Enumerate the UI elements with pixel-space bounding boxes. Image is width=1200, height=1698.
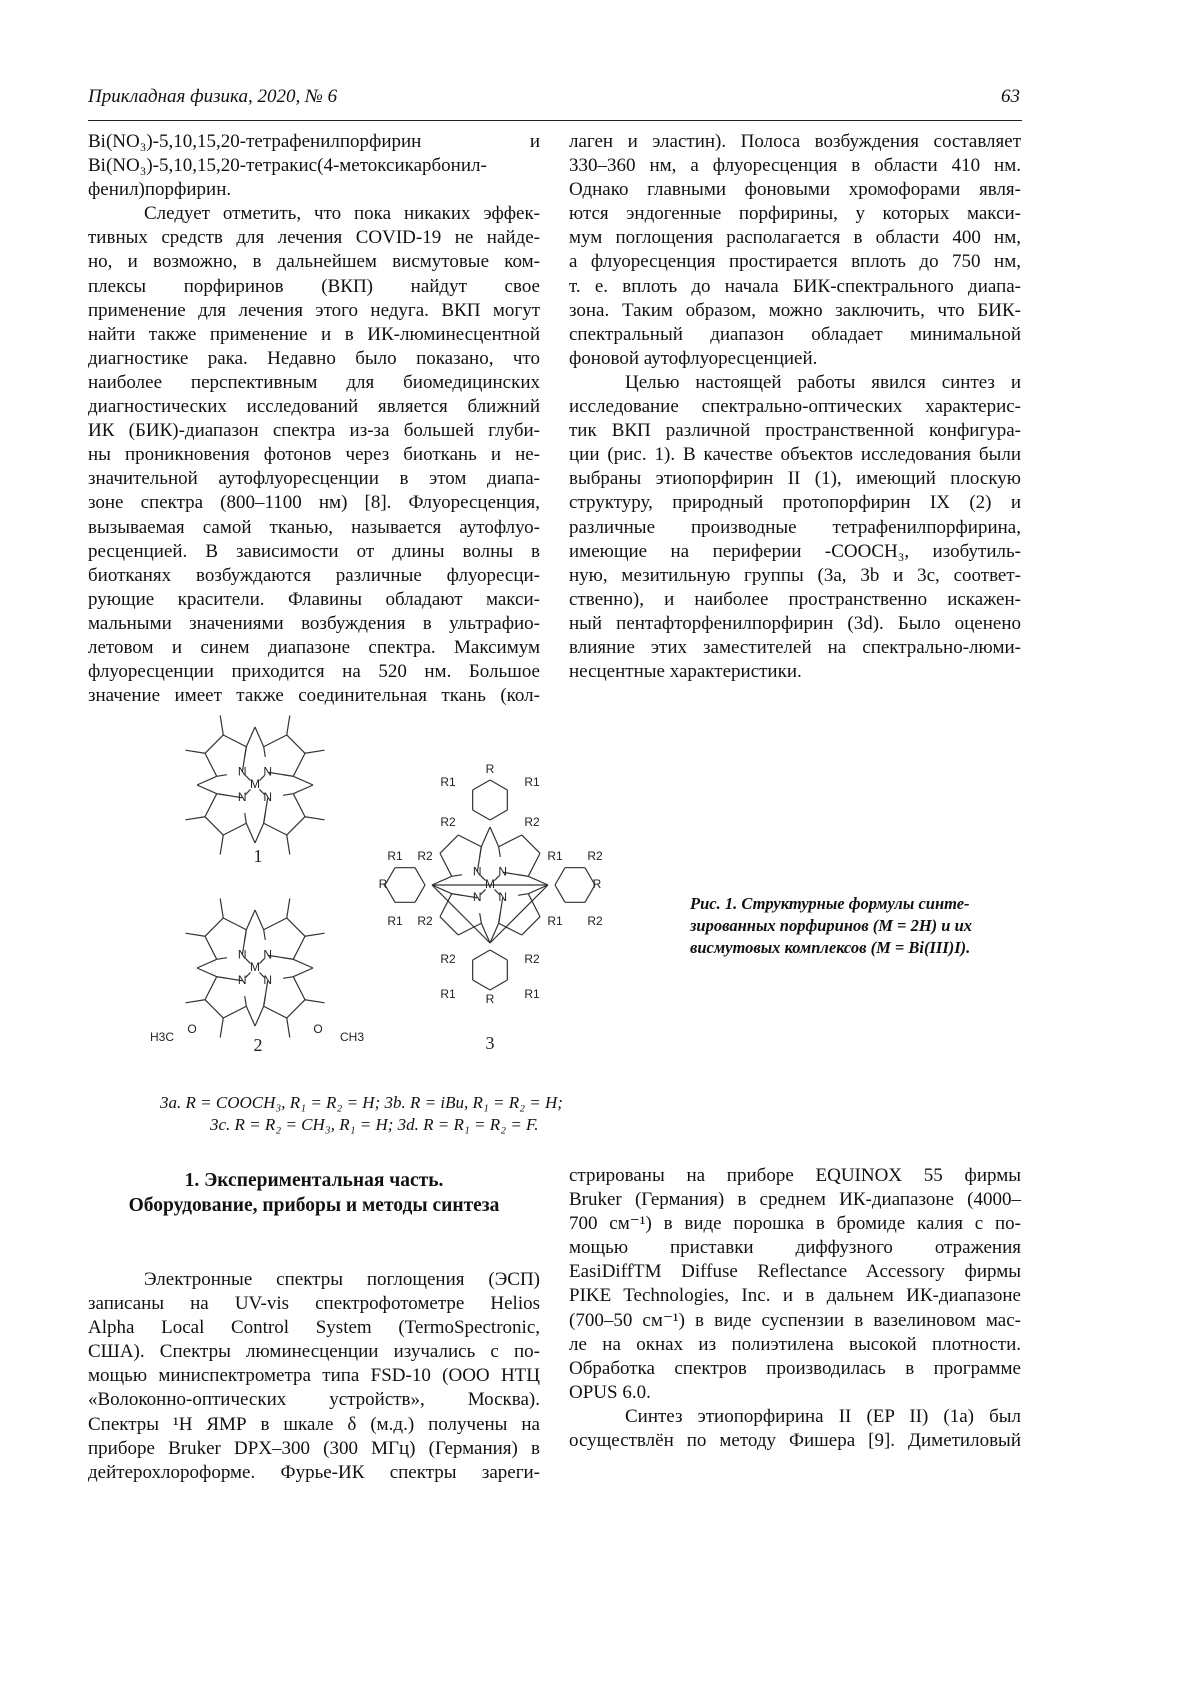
pyrrole-bond <box>205 1000 223 1018</box>
text-line: записаны на UV-vis спектрофотометре Helios <box>88 1292 540 1316</box>
pyrrole-bond <box>528 853 540 876</box>
meso-bond <box>490 827 499 847</box>
text-line: зоне спектра (800–1100 нм) [8]. Флуоресценция, <box>88 491 540 515</box>
meso-bond <box>528 885 548 894</box>
substituent-bond <box>287 898 290 918</box>
substituent-bond <box>220 715 223 735</box>
methyl-label: H3C <box>150 1030 174 1044</box>
substituent-bond <box>220 835 223 855</box>
pyrrole-bond <box>287 918 305 936</box>
pyrrole-bond <box>223 1006 246 1018</box>
pyrrole-bond <box>293 794 305 817</box>
r-label: R <box>486 992 495 1006</box>
r-sub-label: R1 <box>387 914 403 928</box>
text-line: плексы порфиринов (ВКП) найдут свое <box>88 275 540 299</box>
substituent-bond <box>287 835 290 855</box>
pyrrole-bond <box>264 930 266 940</box>
text-line: вызываемая самой тканью, называется аутофлуо- <box>88 516 540 540</box>
bottom-right-text <box>569 1164 1021 1453</box>
text-line: структуру, природный протопорфирин IX (2) и <box>569 491 1021 515</box>
r-sub-label: R1 <box>547 914 563 928</box>
nitrogen-label: N <box>498 890 507 904</box>
phenyl-bond <box>473 950 490 960</box>
nitrogen-label: N <box>238 790 247 804</box>
phenyl-bond <box>473 810 490 820</box>
pyrrole-bond <box>264 813 266 823</box>
nitrogen-label: N <box>263 947 272 961</box>
r-sub-label: R1 <box>440 775 456 789</box>
meso-bond <box>490 923 499 943</box>
substituent-bond <box>185 817 205 820</box>
text-line: PIKE Technologies, Inc. и в дальнем ИК-диапазоне <box>569 1284 1021 1308</box>
pyrrole-bond <box>264 918 287 930</box>
pyrrole-bond <box>440 917 458 935</box>
pyrrole-bond <box>205 735 223 753</box>
text-line: Целью настоящей работы явился синтез и <box>569 371 1021 395</box>
oxygen-label: O <box>187 1022 196 1036</box>
meso-bond <box>432 885 452 894</box>
text-line: а флуоресценция простирается вплоть до 750 нм, <box>569 250 1021 274</box>
r-label: R <box>379 877 388 891</box>
text-line: дейтерохлороформе. Фурье-ИК спектры зареги- <box>88 1461 540 1485</box>
meso-bond <box>432 876 452 885</box>
pyrrole-bond <box>264 823 287 835</box>
text-line: значение имеет также соединительная ткань (кол- <box>88 684 540 708</box>
pyrrole-bond <box>283 775 293 777</box>
meso-bond <box>197 968 217 977</box>
text-line: рующие красители. Флавины обладают макси- <box>88 588 540 612</box>
text-line: несцентные характеристики. <box>569 660 1021 684</box>
r-sub-label: R1 <box>524 987 540 1001</box>
meso-bond <box>246 910 255 930</box>
phenyl-bond <box>473 980 490 990</box>
pyrrole-bond <box>287 735 305 753</box>
journal-page <box>0 0 1200 1698</box>
phenyl-bond <box>555 868 565 885</box>
metal-label: M <box>250 777 260 791</box>
text-line: ную, мезитильную группы (3a, 3b и 3c, соответ- <box>569 564 1021 588</box>
pyrrole-bond <box>458 923 481 935</box>
text-line: стрированы на приборе EQUINOX 55 фирмы <box>569 1164 1021 1188</box>
pyrrole-bond <box>522 917 540 935</box>
section-heading <box>88 1168 540 1218</box>
metal-label: M <box>250 960 260 974</box>
text-line: различные производные тетрафенилпорфирина, <box>569 516 1021 540</box>
pyrrole-bond <box>499 913 501 923</box>
pyrrole-bond <box>499 923 522 935</box>
nitrogen-label: N <box>473 864 482 878</box>
meso-bond <box>481 827 490 847</box>
meso-bond <box>255 910 264 930</box>
meso-bond <box>197 959 217 968</box>
pyrrole-bond <box>283 794 293 796</box>
pyrrole-bond <box>283 958 293 960</box>
meso-bond <box>246 1006 255 1026</box>
text-line: исследование спектрально-оптических характерис- <box>569 395 1021 419</box>
substituent-bond <box>220 898 223 918</box>
pyrrole-bond <box>518 894 528 896</box>
text-line: США). Спектры люминесценции изучались с по- <box>88 1340 540 1364</box>
phenyl-bond <box>490 980 507 990</box>
text-line: тик ВКП различной пространственной конфигура- <box>569 419 1021 443</box>
pyrrole-bond <box>205 936 217 959</box>
pyrrole-bond <box>287 1000 305 1018</box>
phenyl-bond <box>415 885 425 902</box>
text-line: осуществлён по методу Фишера [9]. Диметиловый <box>569 1429 1021 1453</box>
text-line: флуоресценции приходится на 520 нм. Большое <box>88 660 540 684</box>
running-header-journal: Прикладная физика, 2020, № 6 <box>88 86 337 108</box>
text-line: «Волоконно-оптических устройств», Москва). <box>88 1388 540 1412</box>
pyrrole-bond <box>205 977 217 1000</box>
substituent-bond <box>305 933 325 936</box>
metal-label: M <box>485 877 495 891</box>
figure-caption: Рис. 1. Структурные формулы синте-зированных порфиринов (M = 2H) и их висмутовых комплексов (M = Bi(III)I). <box>690 893 1030 959</box>
r-sub-label: R2 <box>524 815 540 829</box>
r-sub-label: R2 <box>587 849 603 863</box>
pyrrole-bond <box>217 977 227 979</box>
r-sub-label: R2 <box>440 952 456 966</box>
substituent-bond <box>185 933 205 936</box>
text-line: ле на окнах из полиэтилена высокой плотности. <box>569 1333 1021 1357</box>
meso-bond <box>197 785 217 794</box>
pyrrole-bond <box>499 847 501 857</box>
substituent-bond <box>305 817 325 820</box>
pyrrole-bond <box>205 794 217 817</box>
text-line: фенил)порфирин. <box>88 178 540 202</box>
pyrrole-bond <box>458 835 481 847</box>
methyl-label: CH3 <box>340 1030 364 1044</box>
meso-bond <box>246 727 255 747</box>
text-line: фоновой аутофлуоресценцией. <box>569 347 1021 371</box>
meso-bond <box>255 823 264 843</box>
pyrrole-bond <box>293 977 305 1000</box>
meso-bond <box>293 968 313 977</box>
phenyl-bond <box>490 810 507 820</box>
text-line: наиболее перспективным для биомедицинских <box>88 371 540 395</box>
phenyl-bond <box>490 950 507 960</box>
pyrrole-bond <box>223 823 246 835</box>
pyrrole-bond <box>452 875 462 877</box>
text-line: значительной аутофлуоресценции в этом диапа- <box>88 467 540 491</box>
meso-bond <box>246 823 255 843</box>
pyrrole-bond <box>205 817 223 835</box>
r-sub-label: R2 <box>440 815 456 829</box>
pyrrole-bond <box>293 753 305 776</box>
pyrrole-bond <box>264 735 287 747</box>
text-line: ции (рис. 1). В качестве объектов исследования были <box>569 443 1021 467</box>
meso-bond <box>293 776 313 785</box>
text-line: применение для лечения этого недуга. ВКП могут <box>88 299 540 323</box>
text-line: Электронные спектры поглощения (ЭСП) <box>88 1268 540 1292</box>
meso-bond <box>481 923 490 943</box>
section-title-line: Оборудование, приборы и методы синтеза <box>88 1193 540 1218</box>
text-line: Alpha Local Control System (TermoSpectronic, <box>88 1316 540 1340</box>
r-sub-label: R1 <box>524 775 540 789</box>
text-line: т. е. вплоть до начала БИК-спектрального диапа- <box>569 275 1021 299</box>
meso-bond <box>255 1006 264 1026</box>
nitrogen-label: N <box>263 790 272 804</box>
pyrrole-bond <box>440 894 452 917</box>
r-sub-label: R1 <box>387 849 403 863</box>
text-line: Спектры ¹H ЯМР в шкале δ (м.д.) получены на <box>88 1413 540 1437</box>
substituent-line: 3a. R = COOCH₃, R₁ = R₂ = H; 3b. R = iBu, R₁ = R₂ = H; <box>160 1092 680 1114</box>
text-line: ный пентафторфенилпорфирин (3d). Было оценено <box>569 612 1021 636</box>
nitrogen-label: N <box>498 864 507 878</box>
pyrrole-bond <box>480 847 482 857</box>
text-line: мум поглощения располагается в области 400 нм, <box>569 226 1021 250</box>
pyrrole-bond <box>205 918 223 936</box>
pyrrole-bond <box>283 977 293 979</box>
pyrrole-bond <box>217 958 227 960</box>
pyrrole-bond <box>217 794 227 796</box>
text-line: Bruker (Германия) в среднем ИК-диапазоне (4000– <box>569 1188 1021 1212</box>
text-line: зона. Таким образом, можно заключить, что БИК- <box>569 299 1021 323</box>
text-line: имеющие на периферии -COOCH₃, изобутиль- <box>569 540 1021 564</box>
text-line: но, и возможно, в дальнейшем висмутовые ком- <box>88 250 540 274</box>
left-column-text <box>88 130 540 708</box>
r-sub-label: R1 <box>547 849 563 863</box>
structure-number-3: 3 <box>486 1033 495 1053</box>
substituent-bond <box>185 1000 205 1003</box>
pyrrole-bond <box>245 747 247 757</box>
text-line: Bi(NO₃)-5,10,15,20-тетракис(4-метоксикарбонил- <box>88 154 540 178</box>
meso-bond <box>528 876 548 885</box>
substituent-bond <box>287 715 290 735</box>
text-line: тивных средств для лечения COVID-19 не найде- <box>88 226 540 250</box>
text-line: ются эндогенные порфирины, у которых макси- <box>569 202 1021 226</box>
substituent-bond <box>220 1018 223 1038</box>
pyrrole-bond <box>205 753 217 776</box>
substituent-bond <box>287 1018 290 1038</box>
text-line: диагностике рака. Недавно было показано, что <box>88 347 540 371</box>
text-line: влияние этих заместителей на спектрально-люми- <box>569 636 1021 660</box>
pyrrole-bond <box>499 835 522 847</box>
text-line: EasiDiffTM Diffuse Reflectance Accessory фирмы <box>569 1260 1021 1284</box>
nitrogen-label: N <box>238 947 247 961</box>
text-line: летовом и синем диапазоне спектра. Максимум <box>88 636 540 660</box>
oxygen-label: O <box>313 1022 322 1036</box>
pyrrole-bond <box>518 875 528 877</box>
phenyl-bond <box>490 780 507 790</box>
pyrrole-bond <box>440 853 452 876</box>
pyrrole-bond <box>522 835 540 853</box>
pyrrole-bond <box>480 913 482 923</box>
pyrrole-bond <box>440 835 458 853</box>
nitrogen-label: N <box>263 764 272 778</box>
text-line: OPUS 6.0. <box>569 1381 1021 1405</box>
meso-bond <box>197 776 217 785</box>
phenyl-bond <box>555 885 565 902</box>
pyrrole-bond <box>245 930 247 940</box>
substituent-line: 3c. R = R₂ = CH₃, R₁ = H; 3d. R = R₁ = R₂ = F. <box>160 1114 680 1136</box>
pyrrole-bond <box>245 813 247 823</box>
pyrrole-bond <box>264 1006 287 1018</box>
text-line: (700–50 см⁻¹) в виде суспензии в вазелиновом мас- <box>569 1309 1021 1333</box>
meso-bond <box>293 785 313 794</box>
text-line: приборе Bruker DPX–300 (300 МГц) (Германия) в <box>88 1437 540 1461</box>
substituent-bond <box>305 1000 325 1003</box>
structure-number-2: 2 <box>254 1035 263 1055</box>
text-line: мальными значениями возбуждения в ультрафио- <box>88 612 540 636</box>
right-column-text <box>569 130 1021 684</box>
text-line: диагностических исследований является ближний <box>88 395 540 419</box>
bottom-left-text <box>88 1268 540 1485</box>
text-line: 700 см⁻¹) в виде порошка в бромиде калия с по- <box>569 1212 1021 1236</box>
text-line: ны проникновения фотонов через биоткань и не- <box>88 443 540 467</box>
substituent-bond <box>185 750 205 753</box>
pyrrole-bond <box>452 894 462 896</box>
phenyl-bond <box>473 780 490 790</box>
r-sub-label: R2 <box>587 914 603 928</box>
r-label: R <box>486 762 495 776</box>
text-line: Обработка спектров производилась в программе <box>569 1357 1021 1381</box>
pyrrole-bond <box>287 817 305 835</box>
text-line: спектральный диапазон обладает минимальной <box>569 323 1021 347</box>
pyrrole-bond <box>264 747 266 757</box>
r-sub-label: R2 <box>524 952 540 966</box>
text-line: мощью приставки диффузного отражения <box>569 1236 1021 1260</box>
page-number: 63 <box>1001 86 1020 108</box>
figure-1-structures <box>0 700 700 1100</box>
text-line: ресценцией. В зависимости от длины волны в <box>88 540 540 564</box>
pyrrole-bond <box>293 936 305 959</box>
nitrogen-label: N <box>238 764 247 778</box>
text-line: Bi(NO₃)-5,10,15,20-тетрафенилпорфирин и <box>88 130 540 154</box>
r-label: R <box>593 877 602 891</box>
text-line: мощью миниспектрометра типа FSD-10 (ООО НТЦ <box>88 1364 540 1388</box>
meso-bond <box>255 727 264 747</box>
text-line: Следует отметить, что пока никаких эффек- <box>88 202 540 226</box>
text-line: Синтез этиопорфирина II (EP II) (1a) был <box>569 1405 1021 1429</box>
nitrogen-label: N <box>238 973 247 987</box>
text-line: Однако главными фоновыми хромофорами явля- <box>569 178 1021 202</box>
structure-number-1: 1 <box>254 846 263 866</box>
text-line: ственно), и наиболее пространственно искажен- <box>569 588 1021 612</box>
r-sub-label: R2 <box>417 914 433 928</box>
text-line: 330–360 нм, а флуоресценция в области 410 нм. <box>569 154 1021 178</box>
substituent-bond <box>305 750 325 753</box>
section-title-line: 1. Экспериментальная часть. <box>88 1168 540 1193</box>
r-sub-label: R2 <box>417 849 433 863</box>
text-line: найти также применение и в ИК-люминесцентной <box>88 323 540 347</box>
pyrrole-bond <box>528 894 540 917</box>
pyrrole-bond <box>245 996 247 1006</box>
meso-bond <box>293 959 313 968</box>
nitrogen-label: N <box>263 973 272 987</box>
pyrrole-bond <box>217 775 227 777</box>
phenyl-bond <box>415 868 425 885</box>
text-line: ИК (БИК)-диапазон спектра из-за большей глуби- <box>88 419 540 443</box>
text-line: выбраны этиопорфирин II (1), имеющий плоскую <box>569 467 1021 491</box>
header-rule <box>88 120 1022 121</box>
text-line: биотканях возбуждаются различные флуоресци- <box>88 564 540 588</box>
pyrrole-bond <box>264 996 266 1006</box>
substituent-legend <box>160 1092 680 1136</box>
pyrrole-bond <box>223 918 246 930</box>
pyrrole-bond <box>223 735 246 747</box>
text-line: лаген и эластин). Полоса возбуждения составляет <box>569 130 1021 154</box>
nitrogen-label: N <box>473 890 482 904</box>
r-sub-label: R1 <box>440 987 456 1001</box>
